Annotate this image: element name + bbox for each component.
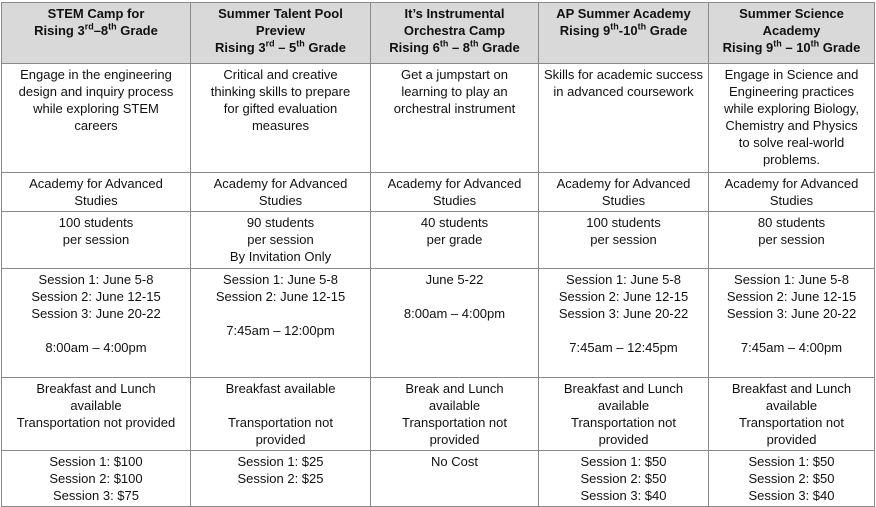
- meals-cell: Break and Lunch available Transportation not provided: [371, 378, 539, 451]
- schedule-cell: Session 1: June 5-8 Session 2: June 12-15 Session 3: June 20-22 7:45am – 4:00pm: [709, 269, 875, 378]
- title-sup: rd: [265, 38, 275, 49]
- capacity-cell: 100 students per session: [2, 212, 191, 269]
- meals-cell: Breakfast and Lunch available Transportation not provided: [2, 378, 191, 451]
- title-sup: th: [610, 21, 619, 32]
- provider-cell: Academy for Advanced Studies: [2, 173, 191, 212]
- title-grade-prefix: Rising 6: [389, 40, 440, 55]
- description-cell: Critical and creative thinking skills to prepare for gifted evaluation measures: [191, 64, 371, 173]
- description-cell: Engage in the engineering design and inquiry process while exploring STEM careers: [2, 64, 191, 173]
- title-sup: th: [296, 38, 305, 49]
- schedule-row: [2, 269, 875, 378]
- title-line1b: Orchestra Camp: [403, 23, 506, 38]
- capacity-cell: 80 students per session: [709, 212, 875, 269]
- meals-cell: Breakfast and Lunch available Transportation not provided: [709, 378, 875, 451]
- title-grade-suffix: Grade: [819, 40, 861, 55]
- capacity-row: [2, 212, 875, 269]
- title-sup: th: [773, 38, 782, 49]
- header-science-academy: [709, 3, 875, 64]
- title-line1: AP Summer Academy: [556, 6, 691, 21]
- cost-cell: Session 1: $50 Session 2: $50 Session 3: $40: [709, 451, 875, 507]
- title-grade-mid: – 10: [781, 40, 811, 55]
- title-sup: th: [470, 38, 479, 49]
- schedule-cell: June 5-22 8:00am – 4:00pm: [371, 269, 539, 378]
- provider-cell: Academy for Advanced Studies: [539, 173, 709, 212]
- title-line1: It’s Instrumental: [404, 6, 505, 21]
- meals-cell: Breakfast available Transportation not provided: [191, 378, 371, 451]
- provider-cell: Academy for Advanced Studies: [191, 173, 371, 212]
- provider-cell: Academy for Advanced Studies: [371, 173, 539, 212]
- cost-cell: Session 1: $25 Session 2: $25: [191, 451, 371, 507]
- schedule-cell: Session 1: June 5-8 Session 2: June 12-15 Session 3: June 20-22 8:00am – 4:00pm: [2, 269, 191, 378]
- cost-cell: No Cost: [371, 451, 539, 507]
- title-sup: th: [637, 21, 647, 32]
- title-grade-mid: -10: [618, 23, 638, 38]
- description-row: [2, 64, 875, 173]
- header-orchestra-camp: [371, 3, 539, 64]
- capacity-cell: 100 students per session: [539, 212, 709, 269]
- title-grade-prefix: Rising 9: [722, 40, 774, 55]
- schedule-cell: Session 1: June 5-8 Session 2: June 12-15 7:45am – 12:00pm: [191, 269, 371, 378]
- title-line1b: Preview: [255, 23, 306, 38]
- title-sup: th: [108, 21, 117, 32]
- header-ap-academy: [539, 3, 709, 64]
- schedule-cell: Session 1: June 5-8 Session 2: June 12-15 Session 3: June 20-22 7:45am – 12:45pm: [539, 269, 709, 378]
- title-grade-mid: – 8: [448, 40, 471, 55]
- description-cell: Engage in Science and Engineering practices while exploring Biology, Chemistry and Physics to solve real-world problems.: [709, 64, 875, 173]
- title-line1: STEM Camp for: [47, 6, 145, 21]
- title-sup: th: [810, 38, 820, 49]
- description-cell: Get a jumpstart on learning to play an orchestral instrument: [371, 64, 539, 173]
- header-row: [2, 3, 875, 64]
- title-grade-suffix: Grade: [304, 40, 346, 55]
- title-grade-prefix: Rising 9: [559, 23, 611, 38]
- title-grade-suffix: Grade: [116, 23, 158, 38]
- title-line1: Summer Talent Pool: [218, 6, 343, 21]
- title-grade-prefix: Rising 3: [34, 23, 85, 38]
- cost-row: [2, 451, 875, 507]
- header-stem-camp: [2, 3, 191, 64]
- cost-cell: Session 1: $100 Session 2: $100 Session 3: $75: [2, 451, 191, 507]
- provider-row: [2, 173, 875, 212]
- title-grade-mid: –8: [93, 23, 109, 38]
- meals-transport-row: [2, 378, 875, 451]
- cost-cell: Session 1: $50 Session 2: $50 Session 3: $40: [539, 451, 709, 507]
- title-grade-suffix: Grade: [646, 23, 688, 38]
- title-line1b: Academy: [762, 23, 821, 38]
- title-grade-mid: – 5: [274, 40, 297, 55]
- capacity-cell: 90 students per session By Invitation Only: [191, 212, 371, 269]
- summer-programs-table: [1, 2, 875, 507]
- description-cell: Skills for academic success in advanced coursework: [539, 64, 709, 173]
- title-grade-prefix: Rising 3: [215, 40, 266, 55]
- title-sup: rd: [84, 21, 94, 32]
- provider-cell: Academy for Advanced Studies: [709, 173, 875, 212]
- title-line1: Summer Science: [739, 6, 844, 21]
- title-grade-suffix: Grade: [478, 40, 520, 55]
- title-sup: th: [439, 38, 449, 49]
- capacity-cell: 40 students per grade: [371, 212, 539, 269]
- header-talent-pool: [191, 3, 371, 64]
- meals-cell: Breakfast and Lunch available Transportation not provided: [539, 378, 709, 451]
